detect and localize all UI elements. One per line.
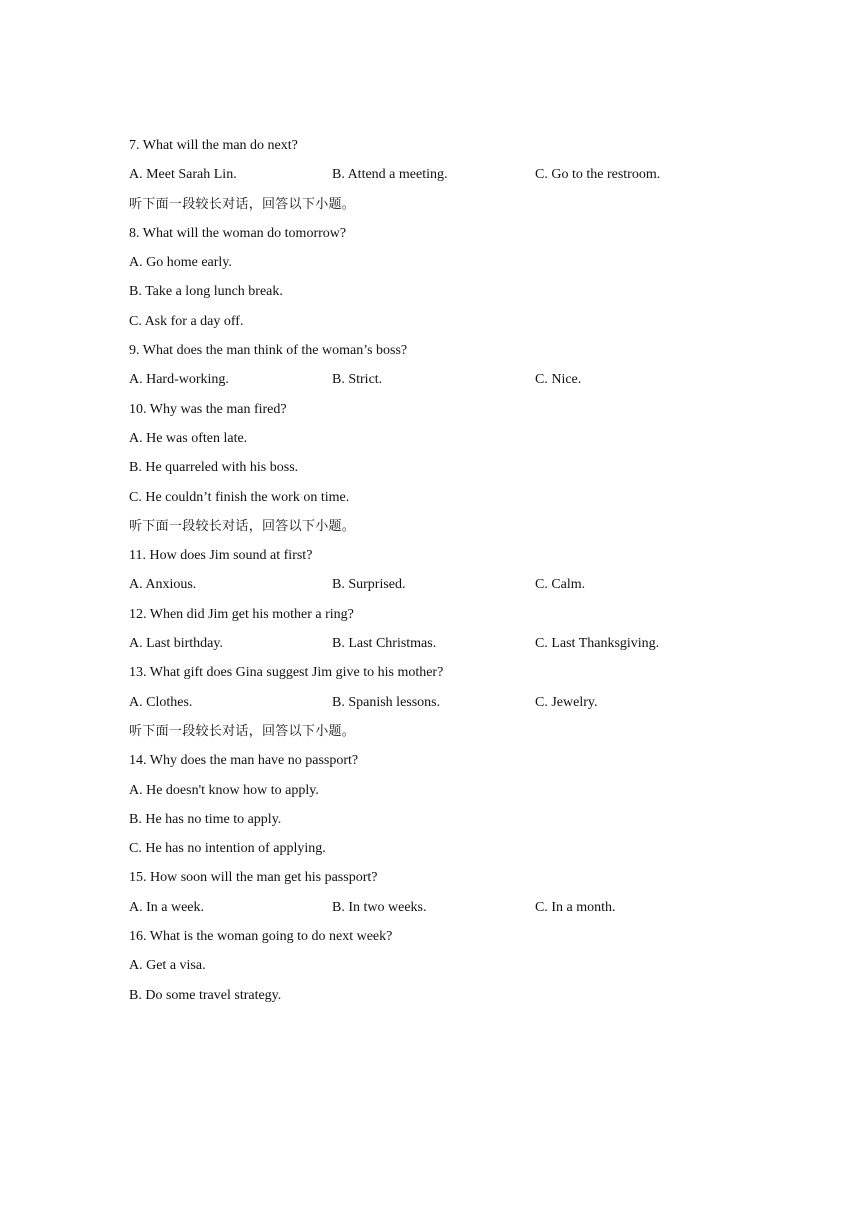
question-text: 9. What does the man think of the woman’s boss? [129,343,408,359]
question-text: 8. What will the woman do tomorrow? [129,225,347,241]
options-row [129,631,769,660]
answer-option: A. Meet Sarah Lin. [129,167,237,183]
answer-option: C. Calm. [535,577,586,593]
question-text: 10. Why was the man fired? [129,401,287,417]
answer-option: C. Ask for a day off. [129,313,244,329]
options-row [129,367,769,396]
question-text: 15. How soon will the man get his passport? [129,870,378,886]
question-text: 13. What gift does Gina suggest Jim give to his mother? [129,665,444,681]
answer-option: B. In two weeks. [332,899,427,915]
answer-option: A. Hard-working. [129,372,229,388]
answer-option: B. Take a long lunch break. [129,284,283,300]
options-row [129,572,769,601]
options-row [129,690,769,719]
answer-option: A. Anxious. [129,577,197,593]
answer-option: C. He has no intention of applying. [129,841,326,857]
section-instruction: 听下面一段较长对话，回答以下小题。 [129,723,356,739]
answer-option: A. He was often late. [129,430,248,446]
answer-option: B. He quarreled with his boss. [129,460,299,476]
answer-option: A. Go home early. [129,255,232,271]
answer-option: C. Jewelry. [535,694,598,710]
exam-content [129,133,769,1012]
answer-option: A. Get a visa. [129,958,206,974]
answer-option: C. Last Thanksgiving. [535,636,660,652]
question-text: 7. What will the man do next? [129,138,298,153]
answer-option: C. He couldn’t finish the work on time. [129,489,350,505]
options-row [129,162,769,191]
options-row [129,895,769,924]
section-instruction: 听下面一段较长对话，回答以下小题。 [129,518,356,534]
answer-option: B. Surprised. [332,577,406,593]
answer-option: C. Nice. [535,372,582,388]
answer-option: B. Spanish lessons. [332,694,441,710]
answer-option: B. Last Christmas. [332,636,437,652]
answer-option: B. Attend a meeting. [332,167,448,183]
question-text: 14. Why does the man have no passport? [129,753,359,769]
answer-option: C. Go to the restroom. [535,167,661,183]
answer-option: A. In a week. [129,899,205,915]
answer-option: B. Do some travel strategy. [129,987,282,1003]
question-text: 16. What is the woman going to do next week? [129,929,393,945]
answer-option: A. He doesn't know how to apply. [129,782,319,798]
section-instruction: 听下面一段较长对话，回答以下小题。 [129,196,356,212]
answer-option: B. Strict. [332,372,383,388]
answer-option: B. He has no time to apply. [129,811,282,827]
question-text: 11. How does Jim sound at first? [129,548,313,564]
answer-option: C. In a month. [535,899,616,915]
answer-option: A. Clothes. [129,694,193,710]
answer-option: A. Last birthday. [129,636,223,652]
question-text: 12. When did Jim get his mother a ring? [129,606,354,622]
